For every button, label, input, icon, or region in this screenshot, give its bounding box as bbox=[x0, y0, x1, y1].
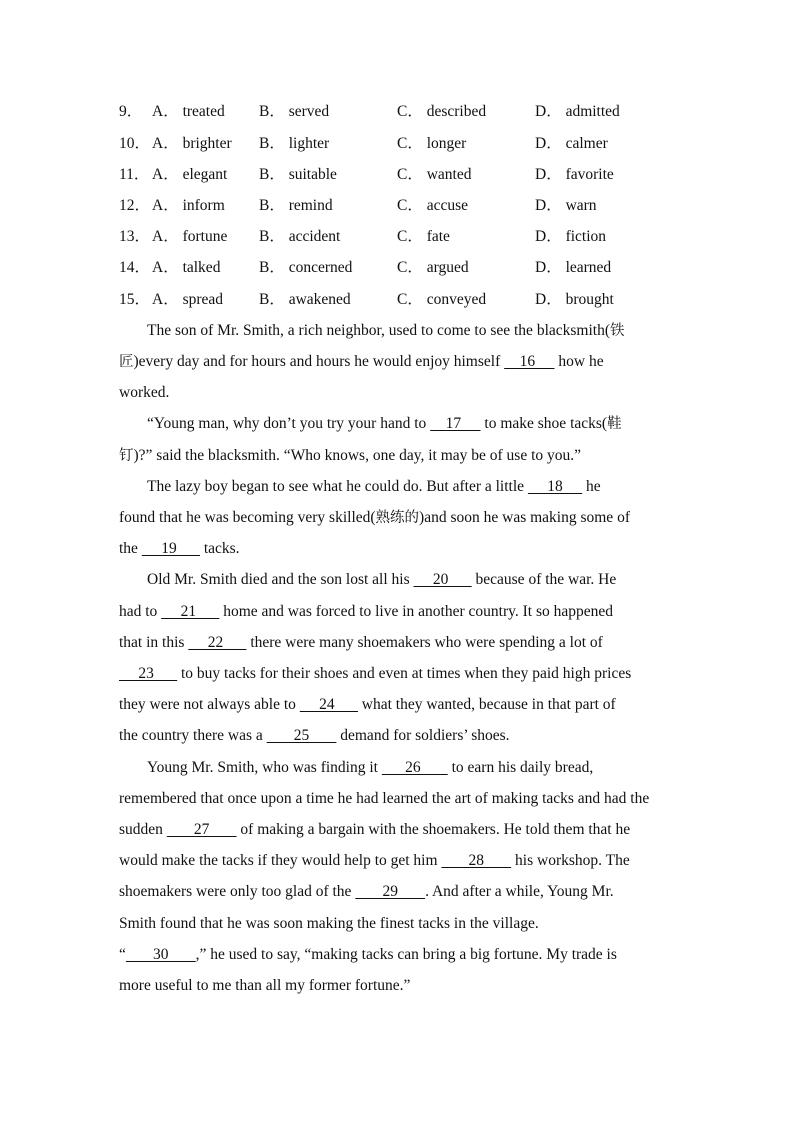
option-row-11 bbox=[119, 165, 679, 185]
chinese-gloss: 钉 bbox=[119, 448, 134, 464]
blank-16[interactable]: 16 bbox=[504, 353, 555, 370]
passage-text: Old Mr. Smith died and the son lost all his bbox=[147, 571, 414, 588]
passage-text: there were many shoemakers who were spending a lot of bbox=[246, 634, 603, 651]
option-c: C． conveyed bbox=[397, 291, 487, 308]
passage-text: to make shoe tacks( bbox=[480, 415, 608, 432]
option-c: C． longer bbox=[397, 135, 467, 152]
passage-text: of making a bargain with the shoemakers. He told them that he bbox=[236, 821, 631, 838]
option-d: D． favorite bbox=[535, 166, 614, 183]
passage-text: )?” said the blacksmith. “Who knows, one day, it may be of use to you.” bbox=[133, 447, 582, 464]
option-a: A． spread bbox=[152, 291, 224, 308]
option-c: C． accuse bbox=[397, 197, 469, 214]
passage-line bbox=[119, 663, 679, 685]
blank-25[interactable]: 25 bbox=[266, 727, 337, 744]
option-b: B． concerned bbox=[259, 259, 353, 276]
question-number: 15． bbox=[119, 291, 151, 308]
passage-line bbox=[119, 601, 679, 623]
option-d: D． warn bbox=[535, 197, 597, 214]
chinese-gloss: 铁 bbox=[610, 323, 625, 339]
passage-line bbox=[119, 881, 679, 903]
option-b: B． remind bbox=[259, 197, 333, 214]
passage-line bbox=[147, 476, 679, 498]
passage-line bbox=[147, 569, 679, 591]
passage-text: that in this bbox=[119, 634, 189, 651]
passage-text: to buy tacks for their shoes and even at times when they paid high prices bbox=[177, 665, 632, 682]
passage-line bbox=[119, 819, 679, 841]
passage-text: “Young man, why don’t you try your hand to bbox=[147, 415, 431, 432]
question-number: 13． bbox=[119, 228, 151, 245]
option-a: A． elegant bbox=[152, 166, 228, 183]
passage-text: tacks. bbox=[199, 540, 240, 557]
passage-line bbox=[119, 632, 679, 654]
option-b: B． lighter bbox=[259, 135, 330, 152]
chinese-gloss: 熟练的 bbox=[375, 510, 420, 526]
passage-line bbox=[147, 413, 679, 435]
passage-text: the country there was a bbox=[119, 727, 267, 744]
option-a: A． inform bbox=[152, 197, 225, 214]
option-a: A． talked bbox=[152, 259, 221, 276]
passage-text: worked. bbox=[119, 384, 170, 401]
passage-line bbox=[119, 913, 679, 935]
option-c: C． wanted bbox=[397, 166, 472, 183]
option-b: B． accident bbox=[259, 228, 341, 245]
passage-text: had to bbox=[119, 603, 162, 620]
option-row-14 bbox=[119, 258, 679, 278]
blank-29[interactable]: 29 bbox=[355, 883, 426, 900]
option-c: C． argued bbox=[397, 259, 469, 276]
blank-24[interactable]: 24 bbox=[299, 696, 358, 713]
option-row-13 bbox=[119, 227, 679, 247]
chinese-gloss: 匠 bbox=[119, 354, 134, 370]
passage-text: Young Mr. Smith, who was finding it bbox=[147, 759, 382, 776]
blank-18[interactable]: 18 bbox=[527, 478, 583, 495]
passage-line bbox=[119, 538, 679, 560]
option-a: A． treated bbox=[152, 103, 225, 120]
option-c: C． fate bbox=[397, 228, 450, 245]
blank-28[interactable]: 28 bbox=[441, 852, 512, 869]
option-d: D． admitted bbox=[535, 103, 620, 120]
question-number: 9． bbox=[119, 103, 143, 120]
passage-line bbox=[147, 320, 679, 342]
blank-20[interactable]: 20 bbox=[413, 571, 472, 588]
passage-line bbox=[119, 975, 679, 997]
option-c: C． described bbox=[397, 103, 487, 120]
passage-text: would make the tacks if they would help to get him bbox=[119, 852, 442, 869]
blank-19[interactable]: 19 bbox=[141, 540, 200, 557]
option-b: B． suitable bbox=[259, 166, 337, 183]
question-number: 11． bbox=[119, 166, 150, 183]
option-d: D． fiction bbox=[535, 228, 607, 245]
passage-text: more useful to me than all my former fortune.” bbox=[119, 977, 411, 994]
passage-line bbox=[119, 725, 679, 747]
question-number: 10． bbox=[119, 135, 151, 152]
option-d: D． learned bbox=[535, 259, 612, 276]
option-b: B． served bbox=[259, 103, 330, 120]
passage-text: . And after a while, Young Mr. bbox=[425, 883, 614, 900]
option-row-9 bbox=[119, 102, 679, 122]
blank-17[interactable]: 17 bbox=[430, 415, 481, 432]
passage-line bbox=[119, 445, 679, 467]
passage-text: ,” he used to say, “making tacks can bring a big fortune. My trade is bbox=[195, 946, 617, 963]
option-d: D． brought bbox=[535, 291, 614, 308]
option-d: D． calmer bbox=[535, 135, 608, 152]
passage-text: how he bbox=[554, 353, 604, 370]
passage-line bbox=[119, 694, 679, 716]
option-a: A． brighter bbox=[152, 135, 232, 152]
blank-21[interactable]: 21 bbox=[161, 603, 220, 620]
passage-line bbox=[119, 788, 679, 810]
passage-text: because of the war. He bbox=[471, 571, 617, 588]
passage-text: home and was forced to live in another country. It so happened bbox=[219, 603, 614, 620]
passage-text: demand for soldiers’ shoes. bbox=[336, 727, 510, 744]
option-row-15 bbox=[119, 290, 679, 310]
passage-text: sudden bbox=[119, 821, 167, 838]
passage-line bbox=[119, 850, 679, 872]
passage-text: what they wanted, because in that part of bbox=[357, 696, 616, 713]
passage-text: the bbox=[119, 540, 142, 557]
passage-text: )and soon he was making some of bbox=[419, 509, 630, 526]
blank-22[interactable]: 22 bbox=[188, 634, 247, 651]
passage-text: to earn his daily bread, bbox=[447, 759, 594, 776]
blank-23[interactable]: 23 bbox=[119, 665, 178, 682]
passage-text: found that he was becoming very skilled( bbox=[119, 509, 376, 526]
passage-text: Smith found that he was soon making the finest tacks in the village. bbox=[119, 915, 539, 932]
option-a: A． fortune bbox=[152, 228, 228, 245]
passage-text: shoemakers were only too glad of the bbox=[119, 883, 356, 900]
passage-text: )every day and for hours and hours he would enjoy himself bbox=[133, 353, 505, 370]
passage-text: they were not always able to bbox=[119, 696, 300, 713]
passage-text: “ bbox=[119, 946, 126, 963]
passage-line bbox=[119, 944, 679, 966]
blank-30[interactable]: 30 bbox=[125, 946, 196, 963]
blank-27[interactable]: 27 bbox=[166, 821, 237, 838]
chinese-gloss: 鞋 bbox=[607, 416, 622, 432]
passage-text: The son of Mr. Smith, a rich neighbor, used to come to see the blacksmith( bbox=[147, 322, 610, 339]
question-number: 12． bbox=[119, 197, 151, 214]
passage-text: The lazy boy began to see what he could do. But after a little bbox=[147, 478, 528, 495]
option-row-10 bbox=[119, 134, 679, 154]
passage-text: his workshop. The bbox=[511, 852, 630, 869]
passage-text: remembered that once upon a time he had learned the art of making tacks and had the bbox=[119, 790, 650, 807]
passage-line bbox=[119, 507, 679, 529]
passage-text: he bbox=[582, 478, 601, 495]
passage-line bbox=[119, 382, 679, 404]
passage-line bbox=[119, 351, 679, 373]
option-b: B． awakened bbox=[259, 291, 351, 308]
option-row-12 bbox=[119, 196, 679, 216]
blank-26[interactable]: 26 bbox=[381, 759, 448, 776]
passage-line bbox=[147, 757, 679, 779]
question-number: 14． bbox=[119, 259, 151, 276]
